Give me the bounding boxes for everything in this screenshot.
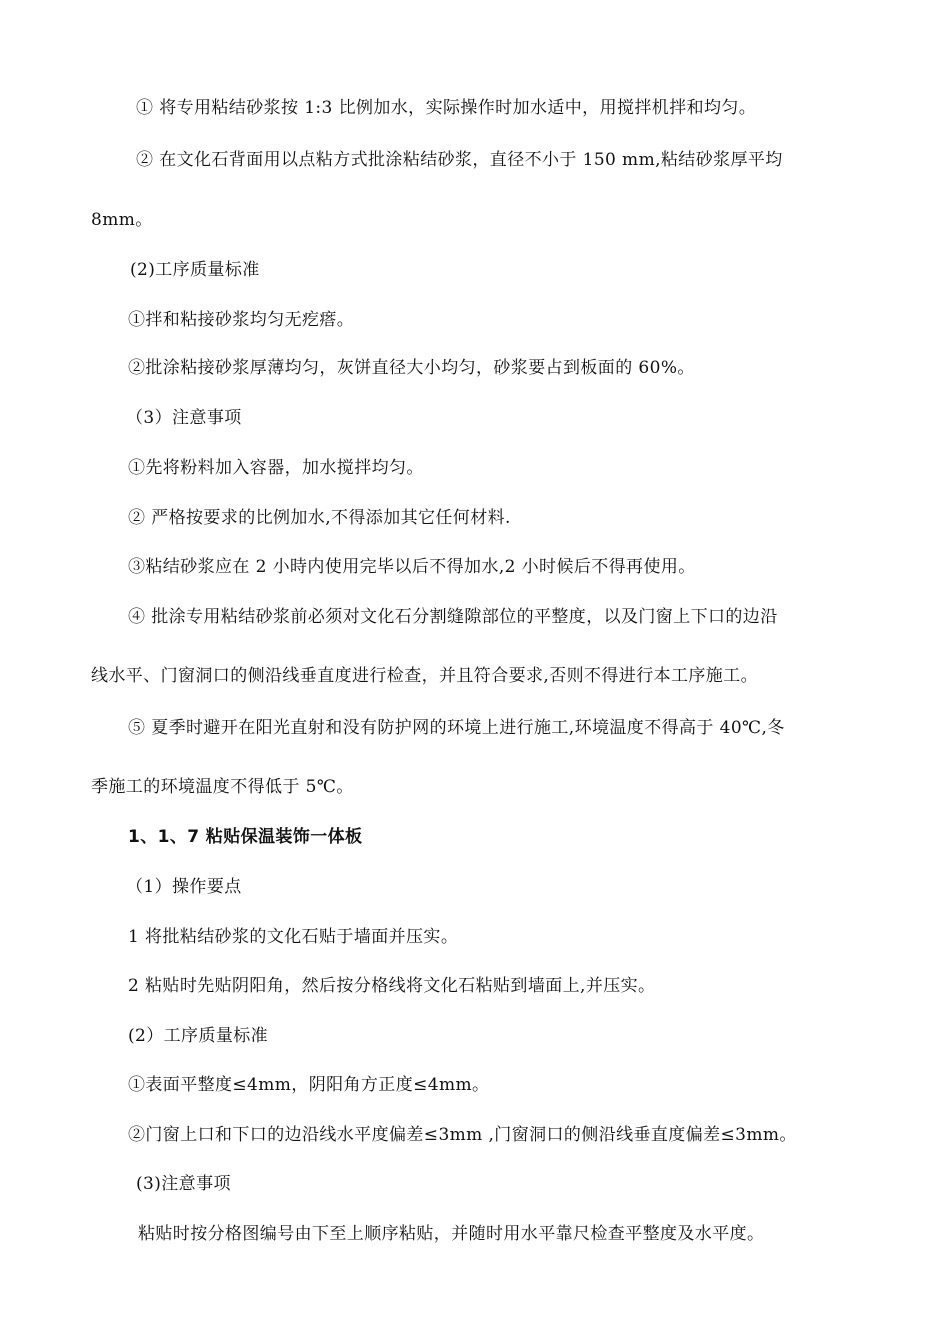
section-heading-1-1-7: 1、1、7 粘贴保温装饰一体板 bbox=[128, 827, 363, 847]
operation-item-1: 1 将批粘结砂浆的文化石贴于墙面并压实。 bbox=[128, 927, 459, 947]
precaution-item-2: ② 严格按要求的比例加水,不得添加其它任何材料. bbox=[128, 508, 511, 528]
section-quality-standard-2: (2）工序质量标准 bbox=[128, 1026, 269, 1046]
quality-item-2: ②批涂粘接砂浆厚薄均匀，灰饼直径大小均匀，砂浆要占到板面的 60%。 bbox=[128, 358, 695, 378]
step-1-mix-mortar: ① 将专用粘结砂浆按 1:3 比例加水，实际操作时加水适中，用搅拌机拌和均匀。 bbox=[136, 98, 757, 118]
precaution-item-4: ④ 批涂专用粘结砂浆前必须对文化石分割缝隙部位的平整度，以及门窗上下口的边沿 bbox=[128, 607, 778, 627]
section-precautions: （3）注意事项 bbox=[126, 408, 242, 428]
step-2-apply-mortar: ② 在文化石背面用以点粘方式批涂粘结砂浆，直径不小于 150 mm,粘结砂浆厚平均 bbox=[136, 150, 783, 170]
section-operation-points: （1）操作要点 bbox=[126, 877, 242, 897]
quality-item-1: ①拌和粘接砂浆均匀无疙瘩。 bbox=[128, 310, 355, 330]
precaution-paste-order: 粘贴时按分格图编号由下至上顺序粘贴，并随时用水平靠尺检查平整度及水平度。 bbox=[138, 1224, 765, 1244]
precaution-item-3: ③粘结砂浆应在 2 小時内使用完毕以后不得加水,2 小时候后不得再使用。 bbox=[128, 557, 696, 577]
precaution-item-1: ①先将粉料加入容器，加水搅拌均匀。 bbox=[128, 458, 424, 478]
operation-item-2: 2 粘贴时先贴阴阳角，然后按分格线将文化石粘贴到墙面上,并压实。 bbox=[128, 976, 656, 996]
precaution-item-4-continuation: 线水平、门窗洞口的侧沿线垂直度进行检查，并且符合要求,否则不得进行本工序施工。 bbox=[91, 666, 759, 686]
section-precautions-2: (3)注意事项 bbox=[136, 1174, 231, 1194]
step-2-continuation: 8mm。 bbox=[91, 210, 153, 230]
quality-standard-item-2: ②门窗上口和下口的边沿线水平度偏差≤3mm ,门窗洞口的侧沿线垂直度偏差≤3mm。 bbox=[128, 1125, 797, 1145]
section-quality-standard: (2)工序质量标准 bbox=[130, 260, 260, 280]
precaution-item-5-continuation: 季施工的环境温度不得低于 5℃。 bbox=[91, 777, 354, 797]
precaution-item-5: ⑤ 夏季时避开在阳光直射和没有防护网的环境上进行施工,环境温度不得高于 40℃,冬 bbox=[128, 718, 785, 738]
quality-standard-item-1: ①表面平整度≤4mm，阴阳角方正度≤4mm。 bbox=[128, 1075, 490, 1095]
